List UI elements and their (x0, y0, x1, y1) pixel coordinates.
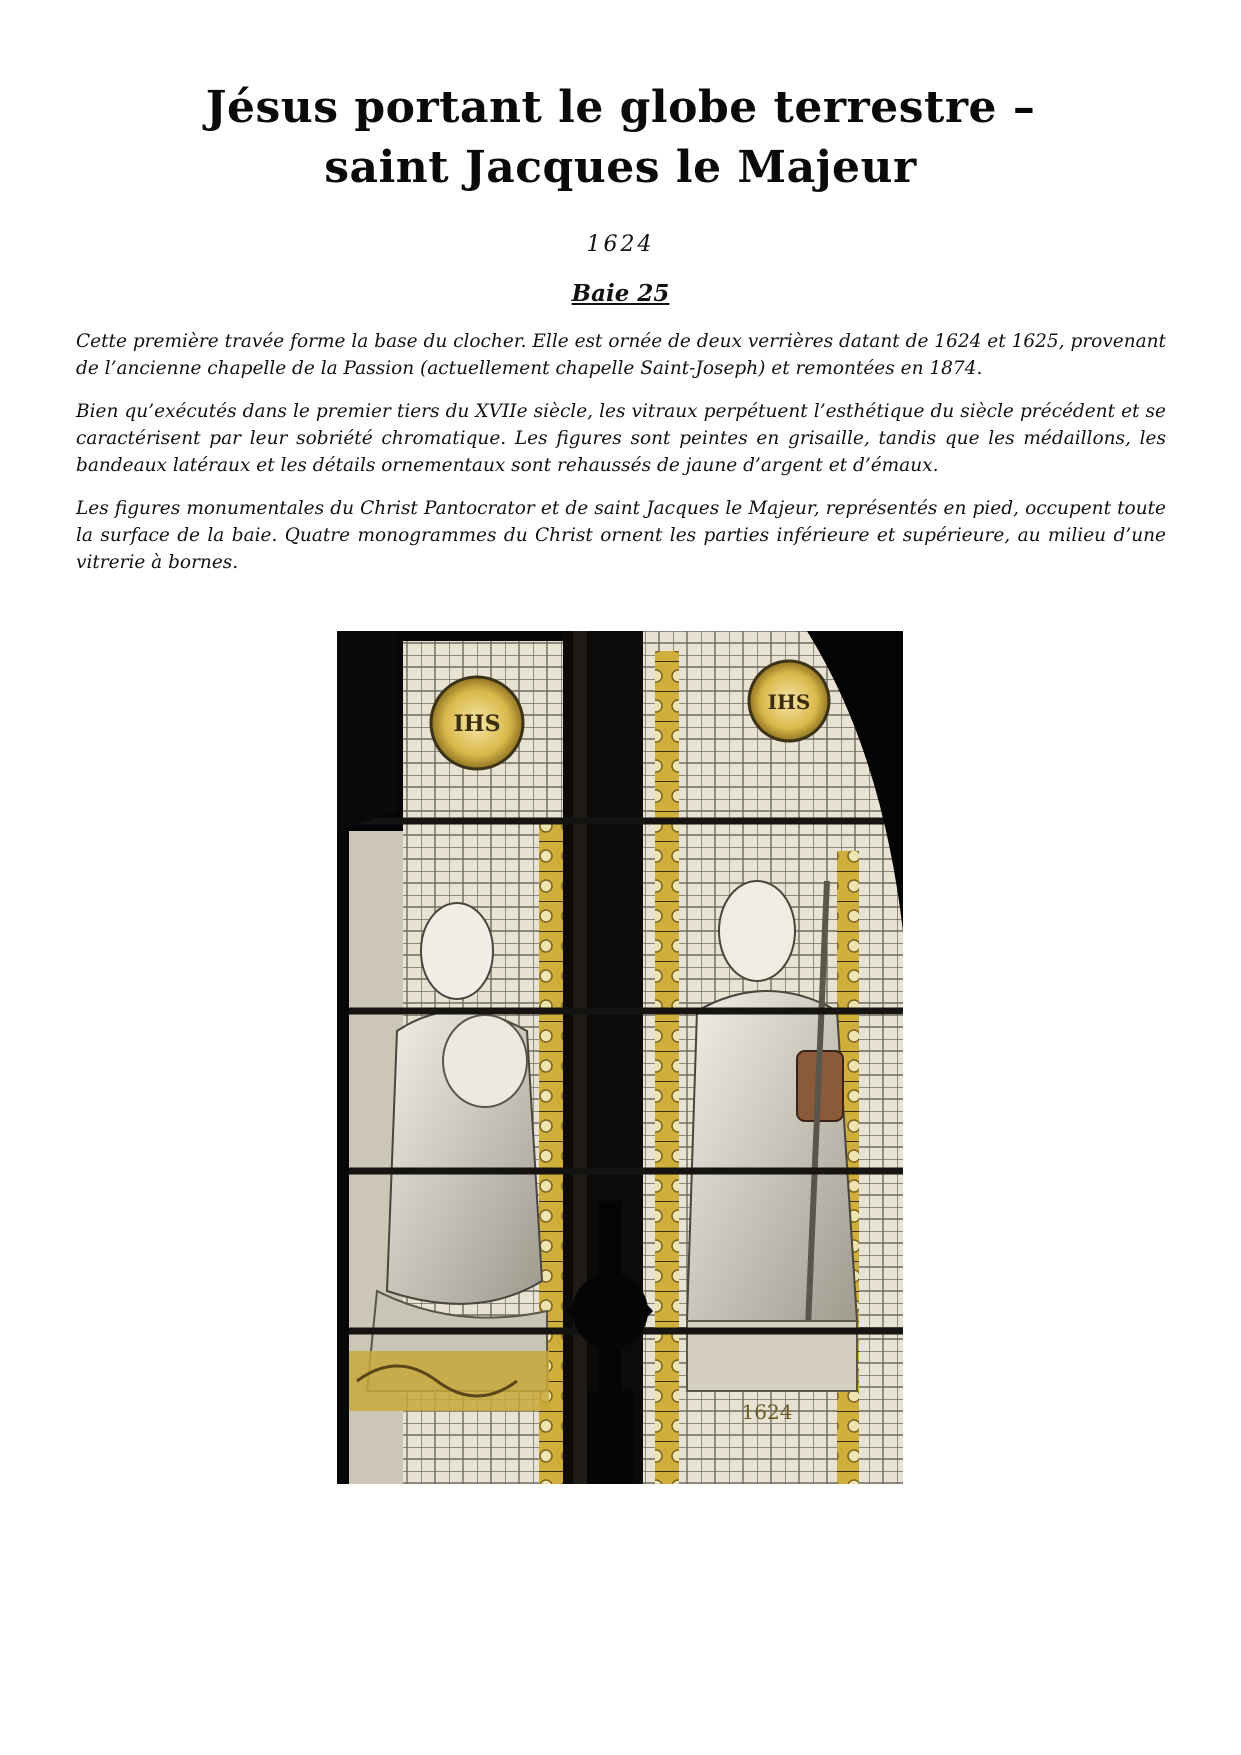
stained-glass-window-illustration (337, 631, 903, 1484)
title-line-1: Jésus portant le globe terrestre – (205, 82, 1036, 133)
bay-label: Baie 25 (571, 280, 670, 307)
stained-glass-photo (337, 631, 903, 1484)
paragraph-2: Bien qu’exécutés dans le premier tiers du XVIIe siècle, les vitraux perpétuent l’esthétique du siècle précédent et se caractérisent par leur sobriété chromatique. Les figures sont peintes en grisaille, tandis que les médaillons, les bandeaux latéraux et les détails ornementaux sont rehaussés de jaune d’argent et d’émaux. (76, 401, 1166, 476)
date-label: 1624 (586, 232, 655, 257)
right-lancet (643, 631, 903, 1484)
body-text (76, 328, 1166, 592)
ihs-monogram-right: IHS (767, 690, 811, 714)
paragraph-1: Cette première travée forme la base du clocher. Elle est ornée de deux verrières datant de 1624 et 1625, provenant de l’ancienne chapelle de la Passion (actuellement chapelle Saint-Joseph) et remontées en 1874. (76, 331, 1166, 379)
page-title (0, 78, 1241, 198)
title-line-2: saint Jacques le Majeur (324, 142, 917, 193)
paragraph-3: Les figures monumentales du Christ Pantocrator et de saint Jacques le Majeur, représentés en pied, occupent toute la surface de la baie. Quatre monogrammes du Christ ornent les parties inférieure et supérieure, au milieu d’une vitrerie à bornes. (76, 498, 1166, 573)
ihs-monogram-left: IHS (453, 711, 501, 737)
glass-date-inscription: 1624 (741, 1400, 793, 1424)
